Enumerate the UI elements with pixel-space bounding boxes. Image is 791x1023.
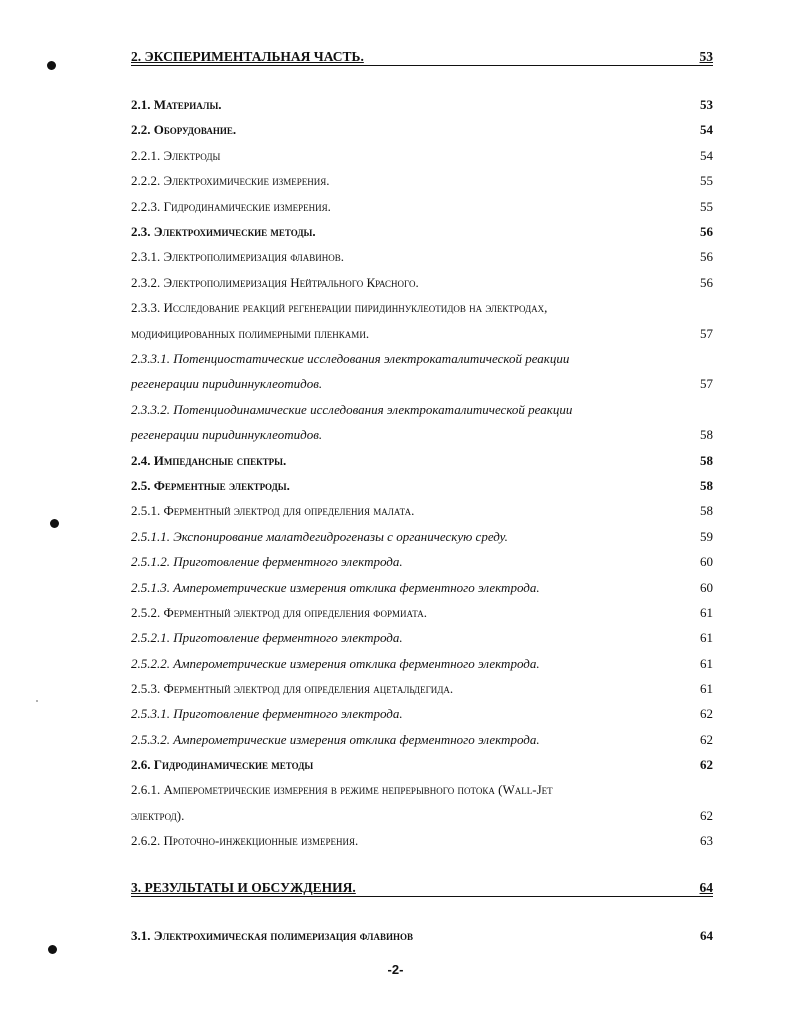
toc-entry-title: 2.3.1. Электрополимеризация флавинов. — [131, 249, 345, 264]
toc-entry-page: 60 — [700, 554, 713, 569]
toc-entry-title: регенерации пиридиннуклеотидов. — [131, 376, 323, 391]
binder-hole-bottom — [48, 945, 57, 954]
toc-entry-page: 58 — [700, 427, 713, 442]
toc-entry-title: 2.5.1.2. Приготовление ферментного электрода. — [131, 554, 403, 569]
toc-entry-page: 54 — [700, 122, 713, 137]
toc-entry-page: 58 — [700, 503, 713, 518]
toc-entry-title: 2.2.2. Электрохимические измерения. — [131, 173, 330, 188]
toc-entry-title: 2.5.3.1. Приготовление ферментного электрода. — [131, 706, 403, 721]
toc-entry-title: 2.5.2. Ферментный электрод для определения формиата. — [131, 605, 428, 620]
chapter-title: 3. РЕЗУЛЬТАТЫ И ОБСУЖДЕНИЯ. — [131, 880, 356, 895]
toc-entry-title: 3.1. Электрохимическая полимеризация флавинов — [131, 928, 413, 943]
toc-entry-page: 61 — [700, 630, 713, 645]
toc-entry-page: 63 — [700, 833, 713, 848]
toc-entry-title: 2.4. Импедансные спектры. — [131, 453, 287, 468]
toc-entry-title: 2.6.2. Проточно-инжекционные измерения. — [131, 833, 359, 848]
toc-entry-page: 55 — [700, 173, 713, 188]
toc-entry-title: 2.2.1. Электроды — [131, 148, 221, 163]
toc-entry-title: 2.3.3.2. Потенциодинамические исследования электрокаталитической реакции — [131, 402, 573, 417]
chapter-3-heading — [131, 880, 713, 897]
toc-entry-title: 2.1. Материалы. — [131, 97, 222, 112]
toc-entry-page: 62 — [700, 808, 713, 823]
toc-entry-title: 2.5.2.1. Приготовление ферментного электрода. — [131, 630, 403, 645]
toc-entry-page: 62 — [700, 732, 713, 747]
toc-entry-title: 2.5.1. Ферментный электрод для определения малата. — [131, 503, 415, 518]
binder-hole-top — [47, 61, 56, 70]
chapter-2-heading — [131, 49, 713, 66]
chapter-page: 53 — [699, 49, 713, 64]
toc-entry-page: 62 — [700, 706, 713, 721]
toc-entry-page: 61 — [700, 656, 713, 671]
toc-entry-page: 61 — [700, 681, 713, 696]
toc-entry-title: 2.6.1. Амперометрические измерения в режиме непрерывного потока (Wall-Jet — [131, 782, 553, 797]
toc-entry-page: 64 — [700, 928, 713, 943]
toc-entry-title: 2.5.2.2. Амперометрические измерения отклика ферментного электрода. — [131, 656, 540, 671]
toc-entry-title: 2.3.3.1. Потенциостатические исследования электрокаталитической реакции — [131, 351, 570, 366]
toc-entry-page: 60 — [700, 580, 713, 595]
toc-entry-page: 57 — [700, 326, 713, 341]
toc-entry-title: модифицированных полимерными пленками. — [131, 326, 370, 341]
toc-entry-title: 2.5.1.1. Экспонирование малатдегидрогеназы с органическую среду. — [131, 529, 508, 544]
toc-entry-page: 56 — [700, 275, 713, 290]
scan-speck — [36, 700, 38, 702]
toc-entry-page: 59 — [700, 529, 713, 544]
toc-entry-title: 2.2. Оборудование. — [131, 122, 237, 137]
toc-entry-page: 57 — [700, 376, 713, 391]
toc-entry-page: 58 — [700, 453, 713, 468]
page-number: -2- — [387, 962, 404, 977]
toc-entry-page: 53 — [700, 97, 713, 112]
toc-entry-page: 56 — [700, 224, 713, 239]
chapter-page: 64 — [699, 880, 713, 895]
toc-entry-title: электрод). — [131, 808, 185, 823]
toc-entry-page: 54 — [700, 148, 713, 163]
toc-entry-title: 2.2.3. Гидродинамические измерения. — [131, 199, 331, 214]
toc-entry-title: регенерации пиридиннуклеотидов. — [131, 427, 323, 442]
toc-entry-title: 2.3. Электрохимические методы. — [131, 224, 316, 239]
toc-entry-page: 62 — [700, 757, 713, 772]
toc-entry-title: 2.3.3. Исследование реакций регенерации пиридиннуклеотидов на электродах, — [131, 300, 548, 315]
toc-entry-title: 2.5.1.3. Амперометрические измерения отклика ферментного электрода. — [131, 580, 540, 595]
toc-entry-title: 2.5.3.2. Амперометрические измерения отклика ферментного электрода. — [131, 732, 540, 747]
binder-hole-middle — [50, 519, 59, 528]
toc-entry-page: 56 — [700, 249, 713, 264]
toc-entry-title: 2.3.2. Электрополимеризация Нейтрального Красного. — [131, 275, 419, 290]
toc-entry-page: 55 — [700, 199, 713, 214]
toc-entry-title: 2.5. Ферментные электроды. — [131, 478, 290, 493]
toc-entry-page: 58 — [700, 478, 713, 493]
toc-entry-page: 61 — [700, 605, 713, 620]
toc-entry-title: 2.6. Гидродинамические методы — [131, 757, 314, 772]
chapter-title: 2. ЭКСПЕРИМЕНТАЛЬНАЯ ЧАСТЬ. — [131, 49, 364, 64]
toc-entry-title: 2.5.3. Ферментный электрод для определения ацетальдегида. — [131, 681, 454, 696]
